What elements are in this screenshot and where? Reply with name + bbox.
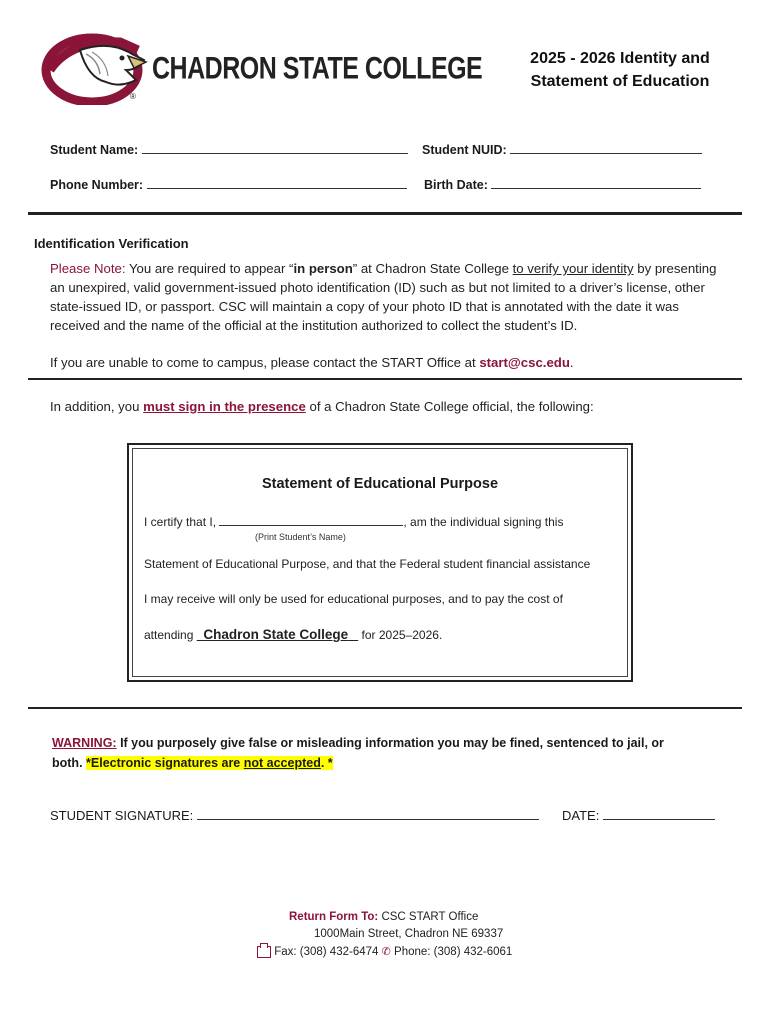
identification-note: Please Note: You are required to appear “in person” at Chadron State College to verify your identity by presenting an unexpired, valid government-issued photo identification (ID) such as but not limited to a driver’s license, other state-issued ID, or passport. CSC will maintain a copy of your photo ID that is annotated with the date it was received and the name of the official at the institution authorized to collect the student’s ID. [50, 261, 717, 333]
page-title: 2025 - 2026 Identity and Statement of Education [530, 50, 710, 90]
divider [28, 378, 742, 380]
contact-note: If you are unable to come to campus, please contact the START Office at start@csc.edu. [50, 355, 574, 370]
eagle-logo-icon [40, 30, 155, 105]
statement-title: Statement of Educational Purpose [261, 476, 499, 492]
sign-instructions: In addition, you must sign in the presence of a Chadron State College official, the following: [50, 399, 594, 414]
fax-icon [257, 946, 271, 958]
signature-field[interactable]: STUDENT SIGNATURE: [50, 807, 539, 823]
birth-date-field[interactable]: Birth Date: [424, 176, 701, 192]
statement-line-2: Statement of Educational Purpose, and that the Federal student financial assistance [144, 557, 591, 571]
date-field[interactable]: DATE: [562, 807, 715, 823]
print-name-caption: (Print Student’s Name) [255, 532, 346, 542]
warning-notice: WARNING: If you purposely give false or misleading information you may be fined, sentenced to jail, or both. *Electronic signatures are not accepted. * [52, 736, 664, 770]
statement-line-4: attending Chadron State College for 2025–2026. [144, 627, 443, 642]
statement-box [127, 443, 633, 682]
logo-wordmark: CHADRON STATE COLLEGE [152, 51, 483, 86]
college-logo [40, 30, 483, 110]
divider [28, 707, 742, 709]
return-form-line: Return Form To: CSC START Office [289, 911, 479, 923]
return-address: 1000Main Street, Chadron NE 69337 [314, 928, 504, 940]
statement-line-3: I may receive will only be used for educational purposes, and to pay the cost of [144, 592, 563, 606]
student-name-field[interactable]: Student Name: [50, 141, 408, 157]
divider [28, 212, 742, 215]
registered-mark: ® [130, 92, 136, 101]
contact-numbers: Fax: (308) 432-6474 ✆ Phone: (308) 432-6061 [257, 945, 512, 958]
certify-line[interactable]: I certify that I, , am the individual signing this [144, 515, 564, 529]
phone-number-field[interactable]: Phone Number: [50, 176, 407, 192]
identification-heading: Identification Verification [34, 236, 189, 251]
email-link[interactable]: start@csc.edu [479, 355, 570, 370]
student-nuid-field[interactable]: Student NUID: [422, 141, 702, 157]
phone-icon: ✆ [381, 946, 391, 958]
